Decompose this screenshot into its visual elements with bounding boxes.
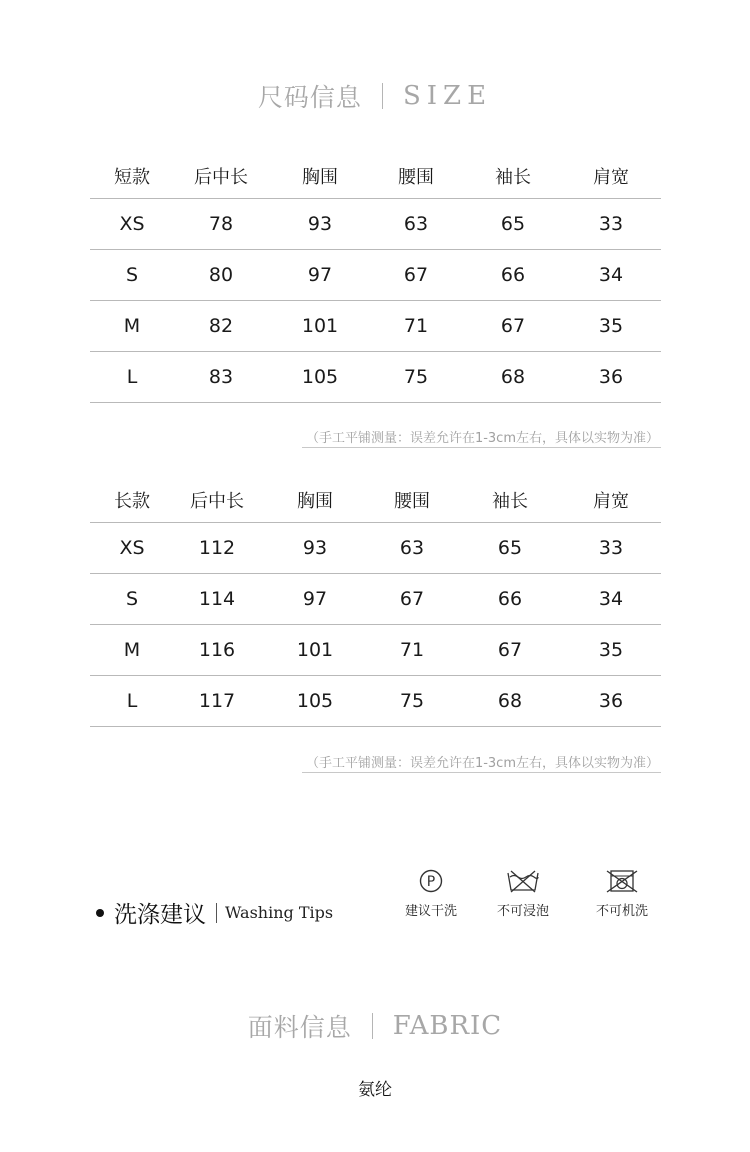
header-cell: 肩宽: [593, 167, 629, 188]
header-cell: 腰围: [398, 167, 434, 188]
header-cell: 后中长: [194, 167, 248, 188]
table-cell: 93: [307, 213, 333, 235]
table-row: [90, 250, 661, 301]
table-cell: 78: [208, 213, 234, 235]
table-cell: 36: [598, 690, 624, 712]
svg-text:P: P: [426, 874, 436, 890]
table-cell: 116: [198, 639, 236, 661]
table-cell: 66: [497, 588, 523, 610]
table-cell: 34: [598, 588, 624, 610]
table-cell: S: [125, 264, 139, 286]
fabric-title-en: FABRIC: [392, 1011, 503, 1041]
short-table-note: （手工平铺测量：误差允许在1-3cm左右，具体以实物为准）: [302, 427, 661, 448]
table-cell: 114: [198, 588, 236, 610]
table-cell: 75: [399, 690, 425, 712]
header-cell: 后中长: [190, 491, 244, 512]
table-cell: 97: [307, 264, 333, 286]
header-cell: 胸围: [297, 491, 333, 512]
table-cell: 65: [497, 537, 523, 559]
table-header-row: [90, 158, 661, 199]
title-divider: [372, 1013, 373, 1039]
care-label-no-soak: 不可浸泡: [496, 904, 549, 919]
header-cell: 胸围: [302, 167, 338, 188]
table-row: [90, 574, 661, 625]
table-cell: 65: [500, 213, 526, 235]
long-size-table: [90, 482, 661, 727]
table-cell: 66: [500, 264, 526, 286]
table-cell: 105: [301, 366, 339, 388]
table-cell: XS: [119, 537, 145, 559]
table-cell: 71: [403, 315, 429, 337]
table-cell: M: [123, 639, 141, 661]
table-row: [90, 352, 661, 403]
table-cell: 67: [497, 639, 523, 661]
no-soak-icon: [506, 868, 540, 894]
bullet-dot: [96, 909, 104, 917]
header-cell: 肩宽: [593, 491, 629, 512]
header-cell: 短款: [114, 167, 150, 188]
table-row: [90, 301, 661, 352]
table-header-row: [90, 482, 661, 523]
header-cell: 袖长: [495, 167, 531, 188]
table-cell: L: [126, 690, 138, 712]
table-cell: 82: [208, 315, 234, 337]
no-machine-wash-icon: [605, 868, 639, 894]
washing-title-zh: 洗涤建议: [114, 902, 206, 928]
table-row: [90, 625, 661, 676]
long-table-note: （手工平铺测量：误差允许在1-3cm左右，具体以实物为准）: [302, 752, 661, 773]
care-label-dry-clean: 建议干洗: [404, 904, 457, 919]
header-cell: 长款: [114, 491, 150, 512]
fabric-section-title: [0, 1008, 750, 1044]
table-cell: 71: [399, 639, 425, 661]
fabric-value: 氨纶: [358, 1080, 392, 1100]
table-cell: 93: [302, 537, 328, 559]
table-cell: 36: [598, 366, 624, 388]
table-cell: 68: [497, 690, 523, 712]
table-row: [90, 676, 661, 727]
table-cell: 67: [500, 315, 526, 337]
table-cell: 33: [598, 537, 624, 559]
table-cell: 83: [208, 366, 234, 388]
table-cell: 34: [598, 264, 624, 286]
table-cell: 67: [399, 588, 425, 610]
table-cell: 75: [403, 366, 429, 388]
table-cell: S: [125, 588, 139, 610]
table-cell: M: [123, 315, 141, 337]
table-cell: 63: [399, 537, 425, 559]
table-cell: 67: [403, 264, 429, 286]
table-row: [90, 523, 661, 574]
size-section-title: [0, 78, 750, 114]
table-cell: 97: [302, 588, 328, 610]
table-cell: 112: [198, 537, 236, 559]
table-cell: L: [126, 366, 138, 388]
washing-title-en: Washing Tips: [225, 903, 334, 922]
table-row: [90, 199, 661, 250]
washing-divider: [216, 903, 217, 923]
table-cell: 68: [500, 366, 526, 388]
dry-clean-p-icon: [418, 868, 444, 894]
table-cell: 117: [198, 690, 236, 712]
care-no-soak: [478, 868, 568, 919]
title-divider: [382, 83, 383, 109]
table-cell: XS: [119, 213, 145, 235]
table-cell: 101: [301, 315, 339, 337]
care-no-machine-wash: [577, 868, 667, 919]
table-cell: 35: [598, 315, 624, 337]
table-cell: 80: [208, 264, 234, 286]
size-title-zh: 尺码信息: [257, 83, 362, 112]
care-label-no-machine-wash: 不可机洗: [595, 904, 648, 919]
fabric-title-zh: 面料信息: [247, 1013, 352, 1042]
short-size-table: [90, 158, 661, 403]
table-cell: 35: [598, 639, 624, 661]
washing-tips-heading: [96, 896, 333, 929]
table-cell: 33: [598, 213, 624, 235]
care-dry-clean: [386, 868, 476, 919]
table-cell: 101: [296, 639, 334, 661]
table-cell: 105: [296, 690, 334, 712]
size-title-en: SIZE: [402, 81, 493, 111]
header-cell: 腰围: [394, 491, 430, 512]
table-cell: 63: [403, 213, 429, 235]
header-cell: 袖长: [492, 491, 528, 512]
